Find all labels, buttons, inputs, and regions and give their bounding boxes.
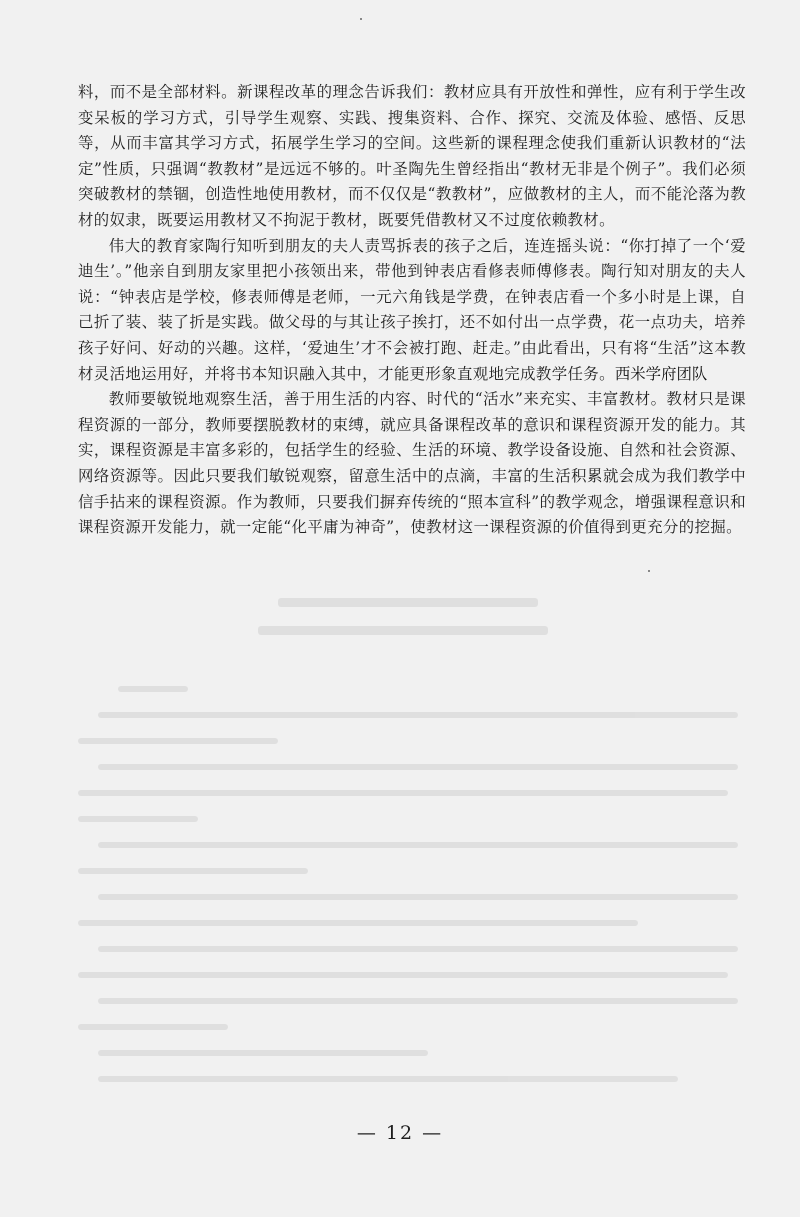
paragraph-1-text: 料，而不是全部材料。新课程改革的理念告诉我们：教材应具有开放性和弹性，应有利于学生改变呆板的学习方式，引导学生观察、实践、搜集资料、合作、探究、交流及体验、感悟、反思等，从而丰富其学习方式，拓展学生学习的空间。这些新的课程理念使我们重新认识教材的“法定”性质，只强调“教教材”是远远不够的。叶圣陶先生曾经指出“教材无非是个例子”。我们必须突破教材的禁锢，创造性地使用教材，而不仅仅是“教教材”，应做教材的主人，而不能沦落为教材的奴隶，既要运用教材又不拘泥于教材，既要凭借教材又不过度依赖教材。 xyxy=(78,83,746,229)
scan-speck xyxy=(360,18,362,20)
paragraph-2 xyxy=(78,234,746,388)
scan-speck xyxy=(648,570,650,572)
paragraph-3 xyxy=(78,387,746,541)
paragraph-1 xyxy=(78,80,746,234)
paragraph-2-text: 伟大的教育家陶行知听到朋友的夫人责骂拆表的孩子之后，连连摇头说：“你打掉了一个‘爱迪生’。”他亲自到朋友家里把小孩领出来，带他到钟表店看修表师傅修表。陶行知对朋友的夫人说：“钟表店是学校，修表师傅是老师，一元六角钱是学费，在钟表店看一个多小时是上课，自己折了装、装了折是实践。做父母的与其让孩子挨打，还不如付出一点学费，花一点功夫，培养孩子好问、好动的兴趣。这样，‘爱迪生’才不会被打跑、赶走。”由此看出，只有将“生活”这本教材灵活地运用好，并将书本知识融入其中，才能更形象直观地完成教学任务。 xyxy=(78,236,746,383)
show-through-text xyxy=(78,590,746,1090)
body-text xyxy=(78,80,746,541)
page-number: — 12 — xyxy=(356,1122,444,1144)
paragraph-3-text: 教师要敏锐地观察生活，善于用生活的内容、时代的“活水”来充实、丰富教材。教材只是课程资源的一部分，教师要摆脱教材的束缚，就应具备课程改革的意识和课程资源开发的能力。其实，课程资源是丰富多彩的，包括学生的经验、生活的环境、教学设备设施、自然和社会资源、网络资源等。因此只要我们敏锐观察，留意生活中的点滴，丰富的生活积累就会成为我们教学中信手拈来的课程资源。作为教师，只要我们摒弃传统的“照本宣科”的教学观念，增强课程意识和课程资源开发能力，就一定能“化平庸为神奇”，使教材这一课程资源的价值得到更充分的挖掘。 xyxy=(78,390,746,537)
watermark-text: 西米学府团队 xyxy=(614,364,708,383)
